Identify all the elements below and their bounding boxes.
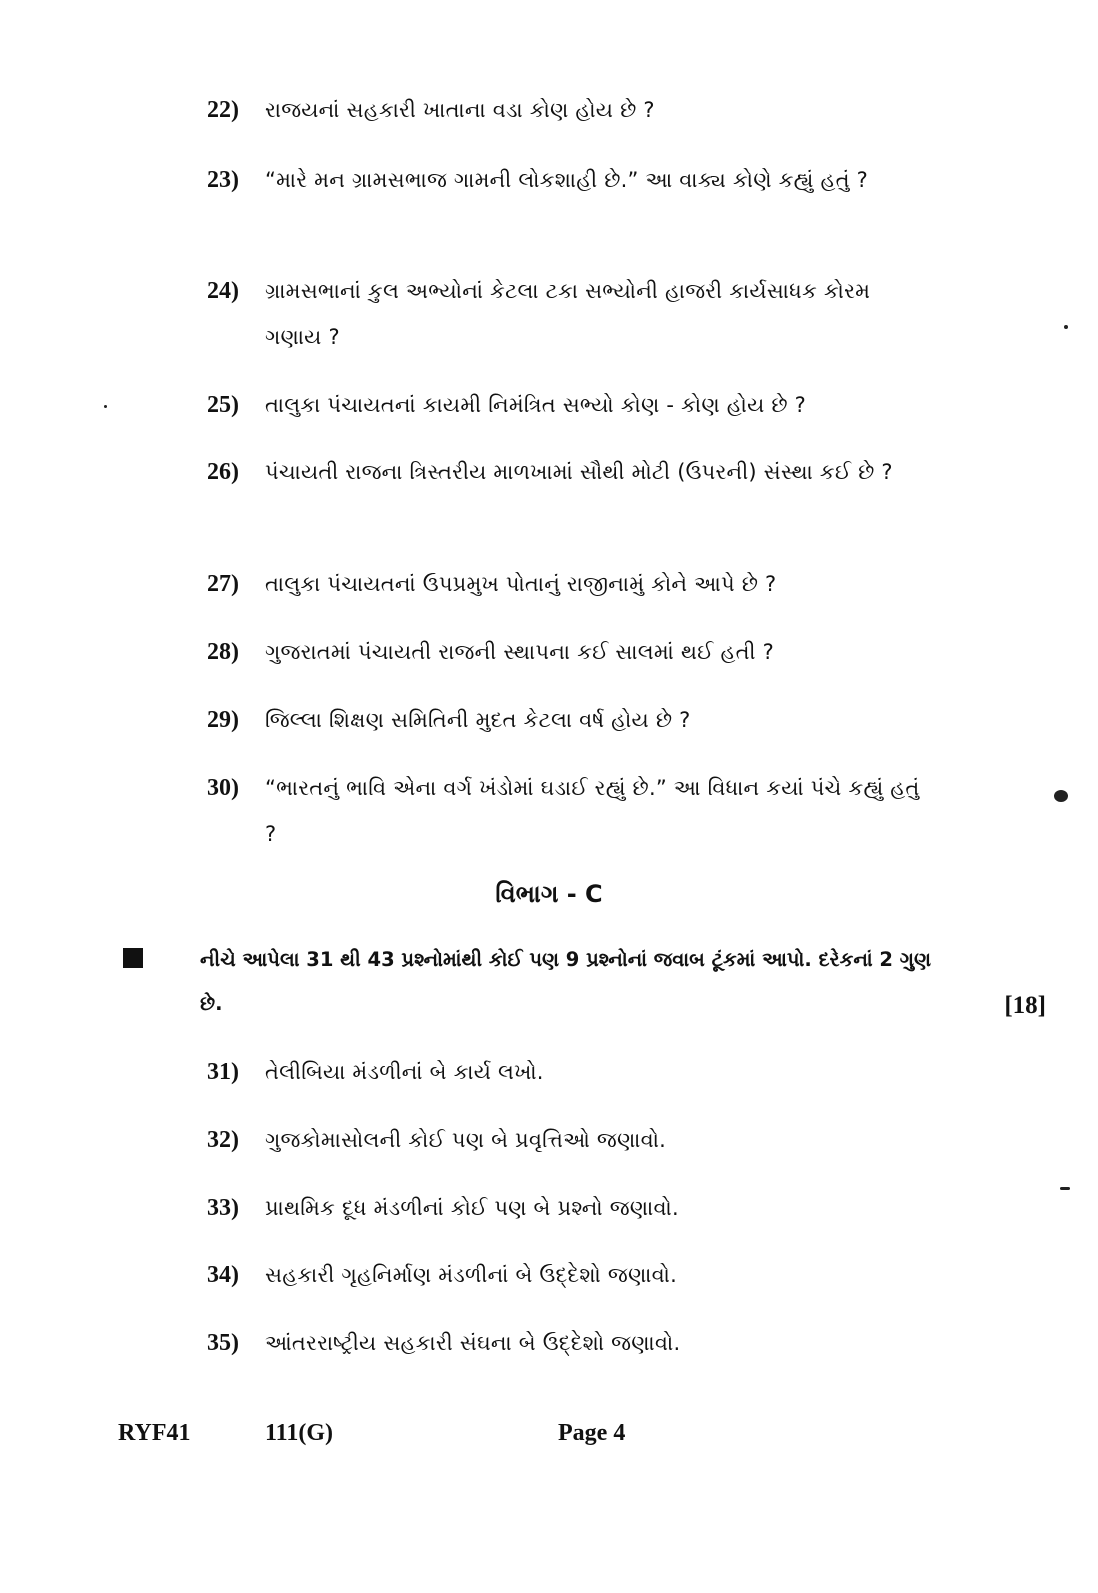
- question-text: તેલીબિયા મંડળીનાં બે કાર્ય લખો.: [265, 1060, 544, 1084]
- question-text: ગુજરાતમાં પંચાયતી રાજની સ્થાપના કઈ સાલમાં થઈ હતી ?: [265, 640, 774, 664]
- question-number: 27): [207, 571, 239, 597]
- question-text: તાલુકા પંચાયતનાં કાયમી નિમંત્રિત સભ્યો કોણ - કોણ હોય છે ?: [265, 393, 807, 417]
- question-number: 30): [207, 775, 239, 801]
- question-number: 25): [207, 392, 239, 418]
- question-32: [207, 1117, 927, 1163]
- section-c-title: વિભાગ - C: [495, 880, 603, 908]
- question-24: [207, 268, 927, 360]
- section-c-marks: [18]: [1004, 992, 1046, 1019]
- question-35: [207, 1320, 927, 1366]
- question-number: 34): [207, 1262, 239, 1288]
- question-number: 33): [207, 1195, 239, 1221]
- question-text: રાજયનાં સહકારી ખાતાના વડા કોણ હોય છે ?: [265, 98, 655, 122]
- question-text: “ભારતનું ભાવિ એના વર્ગ ખંડોમાં ઘડાઈ રહ્યું છે.” આ વિધાન કયાં પંચે કહ્યું હતું ?: [265, 776, 920, 846]
- question-27: [207, 561, 927, 607]
- question-text: પ્રાથમિક દૂધ મંડળીનાં કોઈ પણ બે પ્રશ્નો જણાવો.: [265, 1196, 679, 1220]
- question-29: [207, 697, 927, 743]
- section-c-instruction: નીચે આપેલા 31 થી 43 પ્રશ્નોમાંથી કોઈ પણ 9 પ્રશ્નોનાં જવાબ ટૂંકમાં આપો. દરેકનાં 2 ગુણ છે.: [200, 948, 932, 1015]
- question-text: સહકારી ગૃહનિર્માણ મંડળીનાં બે ઉદ્દેશો જણાવો.: [265, 1263, 678, 1287]
- question-22: [207, 87, 927, 133]
- scan-speck: [1054, 790, 1068, 802]
- question-text: ગુજકોમાસોલની કોઈ પણ બે પ્રવૃત્તિઓ જણાવો.: [265, 1128, 667, 1152]
- footer-paper-number: 111(G): [265, 1420, 334, 1446]
- question-number: 26): [207, 459, 239, 485]
- question-number: 22): [207, 97, 239, 123]
- question-30: [207, 765, 927, 857]
- question-number: 24): [207, 278, 239, 304]
- scan-speck: [104, 405, 107, 408]
- question-text: “મારે મન ગ્રામસભાજ ગામની લોકશાહી છે.” આ વાક્ય કોણે કહ્યું હતું ?: [265, 168, 868, 192]
- question-number: 29): [207, 707, 239, 733]
- question-25: [207, 382, 927, 428]
- question-number: 31): [207, 1059, 239, 1085]
- scan-speck: [1060, 1187, 1070, 1190]
- question-text: તાલુકા પંચાયતનાં ઉપપ્રમુખ પોતાનું રાજીનામું કોને આપે છે ?: [265, 572, 777, 596]
- question-26: [207, 449, 927, 495]
- question-number: 35): [207, 1330, 239, 1356]
- question-text: જિલ્લા શિક્ષણ સમિતિની મુદત કેટલા વર્ષ હોય છે ?: [265, 708, 691, 732]
- question-31: [207, 1049, 927, 1095]
- square-bullet-icon: [123, 948, 143, 968]
- scan-speck: [1064, 325, 1068, 329]
- question-34: [207, 1252, 927, 1298]
- question-text: ગ્રામસભાનાં કુલ અભ્યોનાં કેટલા ટકા સભ્યોની હાજરી કાર્યસાધક કોરમ ગણાય ?: [265, 279, 871, 349]
- question-number: 32): [207, 1127, 239, 1153]
- question-text: આંતરરાષ્ટ્રીય સહકારી સંઘના બે ઉદ્દેશો જણાવો.: [265, 1331, 681, 1355]
- question-28: [207, 629, 927, 675]
- question-33: [207, 1185, 927, 1231]
- question-number: 23): [207, 167, 239, 193]
- footer-page-number: Page 4: [558, 1420, 626, 1446]
- question-number: 28): [207, 639, 239, 665]
- footer-code: RYF41: [118, 1420, 191, 1446]
- question-text: પંચાયતી રાજના ત્રિસ્તરીય માળખામાં સૌથી મોટી (ઉપરની) સંસ્થા કઈ છે ?: [265, 460, 893, 484]
- question-23: [207, 157, 927, 203]
